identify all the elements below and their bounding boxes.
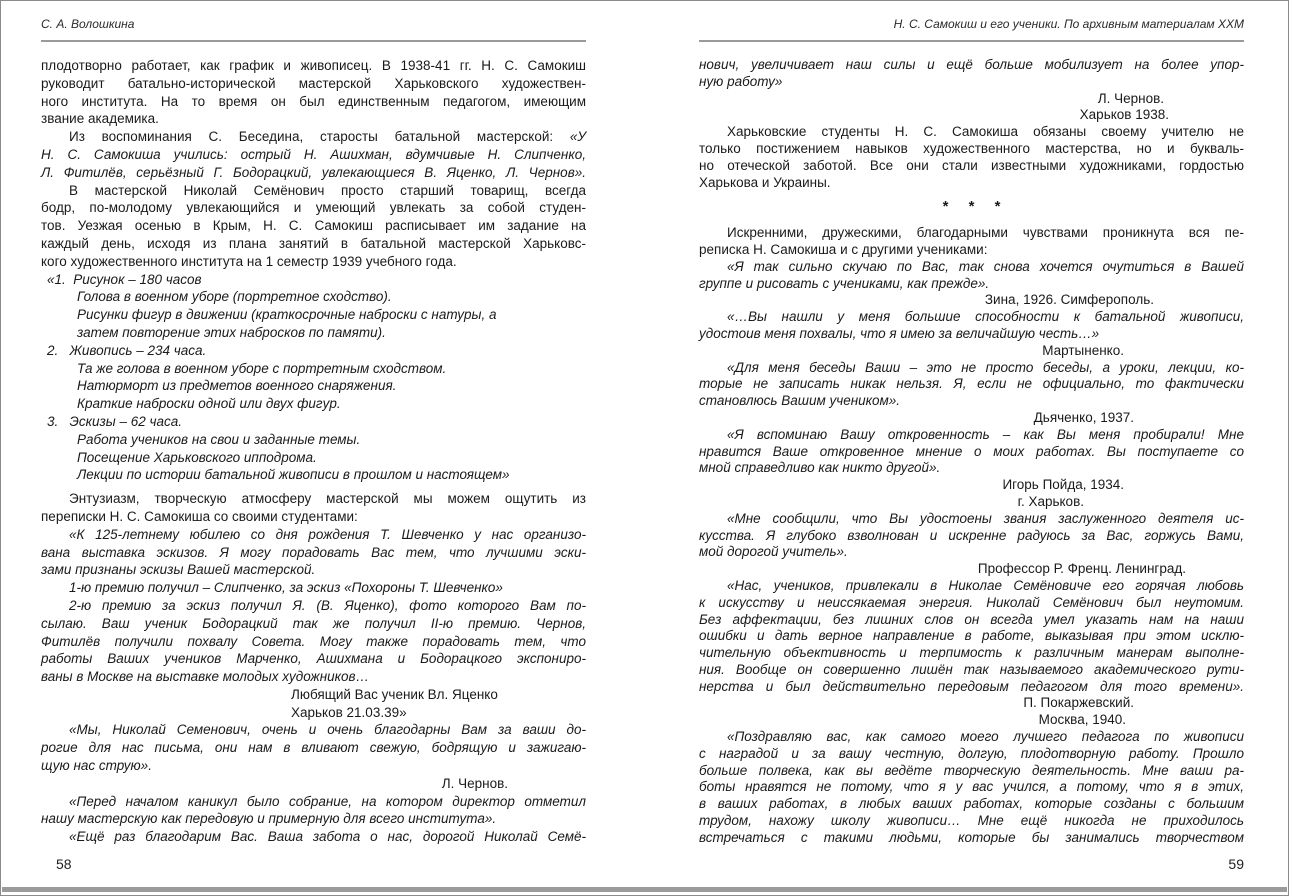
text-line: «Я так сильно скучаю по Вас, так снова хочется очутиться в Вашей [727, 258, 1244, 274]
text-line: Мартыненко. [1042, 342, 1124, 358]
text-line: нович, увеличивает наш силы и ещё больше мобилизует на более упор- [699, 57, 1244, 72]
section-separator: * * * [942, 198, 1001, 216]
text-line: зами признаны эскизы Вашей мастерской. [41, 562, 316, 578]
text-line: 2. Живопись – 234 часа. [47, 342, 207, 358]
text-line: сылаю. Ваш ученик Бодорацкий так же получил II-ю премию. Чернов, [41, 615, 586, 631]
text-line: ного института. На то время он был единственным педагогом, имеющим [41, 93, 586, 109]
text-line: вана выставка эскизов. Я могу порадовать Вас тем, что лучшими эски- [41, 544, 586, 560]
text-line: Натюрморт из предметов военного снаряжения. [77, 378, 397, 394]
text-line: Харькова и Украины. [699, 174, 831, 190]
text-line: руководит батально-исторической мастерской Харьковского художествен- [41, 75, 586, 91]
text-line: удостоив меня похвалы, что я имею за величайшую честь…» [699, 325, 1100, 341]
text-line: становлюсь Вашим учеником». [699, 393, 901, 409]
text-line: Посещение Харьковского ипподрома. [77, 449, 317, 465]
text-line: П. Покаржевский. [1023, 695, 1134, 711]
text-line: чительную объективность и терпимость к различным манерам выполне- [699, 645, 1244, 661]
text-line: Харьковские студенты Н. С. Самокиша обязаны своему учителю не [727, 124, 1244, 140]
text-line: Любящий Вас ученик Вл. Яценко [291, 686, 498, 702]
text-line: Краткие наброски одной или двух фигур. [77, 396, 341, 412]
text-line: но отеческой заботой. Все они стали известными художниками, гордостью [699, 157, 1244, 173]
text-line: «…Вы нашли у меня большие способности к батальной живописи, [727, 309, 1244, 325]
text-line: мой дорогой учитель». [699, 544, 848, 560]
text-line: рогие для нас письма, они нам в вливают свежую, бодрящую и зажигаю- [41, 740, 586, 756]
text-line: Н. С. Самокиша учились: острый Н. Ашихман, вдумчивые Н. Слипченко, [41, 146, 586, 162]
text-line: Голова в военном уборе (портретное сходство). [77, 289, 392, 305]
text-line: «Мне сообщили, что Вы удостоены звания заслуженного деятеля ис- [727, 510, 1244, 526]
text-line: работы Ваших учеников Марченко, Ашихмана и Бодорацкого экспониро- [41, 651, 586, 667]
text-line: в ваших работах, в любых ваших работах, которые созданы с большим [699, 796, 1244, 812]
text-line: нерства и был действительно передовым педагогом для того времени». [699, 678, 1244, 694]
page-number-left: 58 [56, 856, 72, 872]
page-body-right [699, 57, 1244, 847]
text-line: Харьков 1938. [1079, 107, 1169, 123]
text-line: ную работу» [699, 73, 783, 89]
page-left [41, 17, 586, 846]
text-line: затем повторение этих набросков по памяти). [77, 324, 386, 340]
page-number-right: 59 [1228, 856, 1244, 872]
text-line: 1-ю премию получил – Слипченко, за эскиз «Похороны Т. Шевченко» [69, 580, 503, 596]
text-line: Работа учеников на свои и заданные темы. [77, 431, 361, 447]
text-line: с наградой и за вашу честную, долгую, плодотворную работу. Прошло [699, 745, 1244, 761]
text-line: трудом, нахожу школу живописи… Мне ещё никогда не приходилось [699, 813, 1244, 829]
text-line: Л. Чернов. [441, 775, 508, 791]
text-line: «Мы, Николай Семенович, очень и очень благодарны Вам за ваши до- [69, 722, 586, 738]
text-line: мной справедливо как никто другой». [699, 460, 941, 476]
text-line: больше полвека, как вы ведёте творческую деятельность. Мне ваши ра- [699, 762, 1244, 778]
text-line: Москва, 1940. [1038, 712, 1126, 728]
text-line: Л. Чернов. [1097, 90, 1164, 106]
scan-bottom-edge [2, 887, 1287, 892]
text-line: Лекции по истории батальной живописи в прошлом и настоящем» [77, 467, 510, 483]
text-line: Профессор Р. Френц. Ленинград. [977, 561, 1186, 577]
text-line: «Для меня беседы Ваши – это не просто беседы, а уроки, лекции, ко- [727, 359, 1244, 375]
text-line: боты нравятся не потому, что я у вас учился, а потому, что я в этих, [699, 779, 1244, 795]
text-line: щую нас струю». [41, 758, 152, 774]
text-line: Зина, 1926. Симферополь. [984, 292, 1154, 308]
text-line: ошибки и дать верное направление в работе, выказывая при этом исклю- [699, 628, 1244, 644]
text-line: «Ещё раз благодарим Вас. Ваша забота о нас, дорогой Николай Семё- [69, 829, 586, 845]
text-line: Энтузиазм, творческую атмосферу мастерской мы можем ощутить из [69, 491, 586, 507]
text-line: В мастерской Николай Семёнович просто старший товарищ, всегда [69, 182, 586, 198]
text-line: Из воспоминания С. Беседина, старосты батальной мастерской: «У [69, 129, 586, 145]
text-line: «Поздравляю вас, как самого моего лучшего педагога по живописи [727, 729, 1244, 745]
text-line: г. Харьков. [1017, 493, 1084, 509]
text-line: к искусству и неиссякаемая энергия. Николай Семёнович был неутомим. [699, 594, 1244, 610]
text-line: бодр, по-молодому увлекающийся и умеющий увлекать за собой студен- [41, 200, 586, 216]
text-line: Та же голова в военном уборе с портретным сходством. [77, 360, 447, 376]
text-line: реписка Н. Самокиша и с другими учениками: [699, 241, 988, 257]
text-line: «Я вспоминаю Вашу откровенность – как Вы меня пробирали! Мне [727, 426, 1244, 442]
text-line: Л. Фитилёв, серьёзный Г. Бодорацкий, увлекающиеся В. Яценко, Л. Чернов». [41, 164, 586, 180]
page-body-left [41, 57, 586, 846]
author-running-title: С. А. Волошкина [41, 17, 135, 31]
text-line: звание академика. [41, 111, 159, 127]
header-rule-right [699, 40, 1244, 42]
text-line: нравится Ваше откровенное мнение о моих работах. Вы поступаете со [699, 443, 1244, 459]
text-line: Харьков 21.03.39» [291, 704, 407, 720]
text-line: переписки Н. С. Самокиша со своими студентами: [41, 508, 358, 524]
text-line: Фитилёв получили похвалу Совета. Могу также порадовать тем, что [41, 633, 586, 649]
text-line: «Нас, учеников, привлекали в Николае Семёновиче его горячая любовь [727, 577, 1244, 593]
text-line: группе и рисовать с учениками, как прежде». [699, 275, 990, 291]
text-line: «К 125-летнему юбилею со дня рождения Т. Шевченко у нас организо- [69, 526, 586, 542]
text-line: Искренними, дружескими, благодарными чувствами проникнута вся пе- [727, 225, 1244, 241]
text-line: ния. Вообще он совершенно лишён так называемого академического рути- [699, 661, 1244, 677]
text-line: торые не записать никак нельзя. Я, если не официально, то фактически [699, 376, 1244, 392]
text-line: «1. Рисунок – 180 часов [47, 271, 202, 287]
text-line: ваны в Москве на выставке молодых художников… [41, 669, 370, 685]
text-line: только постижением навыков художественного мастерства, но и букваль- [699, 140, 1244, 156]
text-line: Дьяченко, 1937. [1033, 409, 1134, 425]
text-line: Без аффектации, без лишних слов он всегда умел указать нам на наши [699, 611, 1244, 627]
text-line: Рисунки фигур в движении (краткосрочные наброски с натуры, а [77, 307, 497, 323]
text-line: каждый день, исходя из плана занятий в батальной мастерской Харьковс- [41, 235, 586, 251]
text-line: плодотворно работает, как график и живописец. В 1938-41 гг. Н. С. Самокиш [41, 58, 586, 73]
chapter-running-title: Н. С. Самокиш и его ученики. По архивным материалам ХХМ [893, 17, 1244, 31]
header-rule-left [41, 40, 586, 42]
text-line: Игорь Пойда, 1934. [1002, 477, 1124, 493]
text-line: нашу мастерскую как передовую и примерную для всего института». [41, 811, 497, 827]
text-line: 2-ю премию за эскиз получил Я. (В. Яценко), фото которого Вам по- [69, 597, 586, 613]
page-right [699, 17, 1244, 847]
text-line: тов. Уезжая осенью в Крым, Н. С. Самокиш расписывает им задание на [41, 218, 586, 234]
page-header-left [41, 17, 586, 32]
text-line: 3. Эскизы – 62 часа. [47, 413, 182, 429]
text-line: кусства. Я глубоко взволнован и искренне радуюсь за Вас, горжусь Вами, [699, 527, 1244, 543]
text-line: встречаться с такими людьми, которые бы занимались творчеством [699, 829, 1244, 845]
text-line: «Перед началом каникул было собрание, на котором директор отметил [69, 793, 586, 809]
text-line: кого художественного института на 1 семестр 1939 учебного года. [41, 253, 457, 269]
page-header-right [699, 17, 1244, 32]
